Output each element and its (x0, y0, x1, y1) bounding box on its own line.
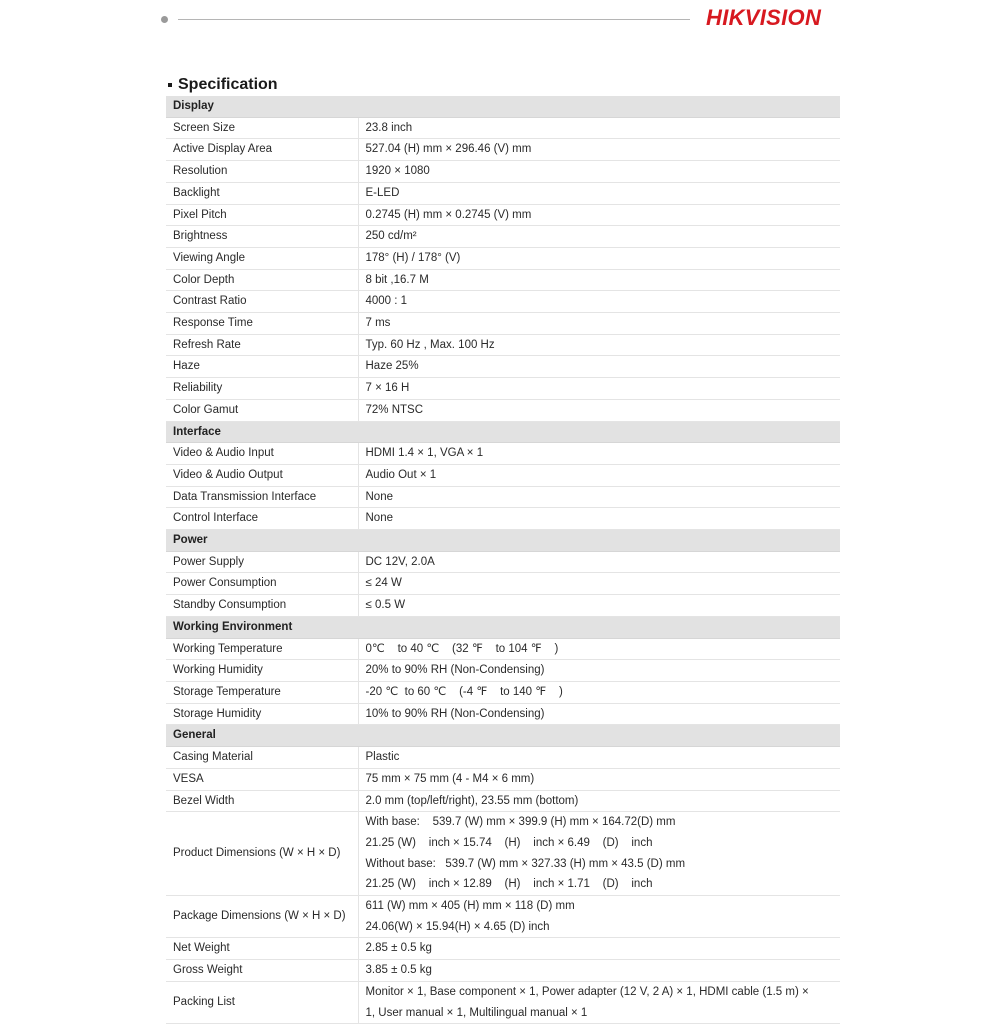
table-row-packing-list: Packing List Monitor × 1, Base component × 1, Power adapter (12 V, 2 A) × 1, HDMI cable (1.5 m) × 1, User manual × 1, Multilingual manual × 1 (166, 981, 840, 1023)
table-row: Haze Haze 25% (166, 356, 840, 378)
table-row: Power Supply DC 12V, 2.0A (166, 551, 840, 573)
category-row-interface: Interface (166, 421, 840, 443)
product-dim-line: 21.25 (W) inch × 12.89 (H) inch × 1.71 (D) inch (365, 878, 653, 891)
table-row: Working Humidity 20% to 90% RH (Non-Condensing) (166, 660, 840, 682)
table-row: Refresh Rate Typ. 60 Hz , Max. 100 Hz (166, 334, 840, 356)
table-row-package-dimensions: Package Dimensions (W × H × D) 611 (W) mm × 405 (H) mm × 118 (D) mm 24.06(W) × 15.94(H) × 4.65 (D) inch (166, 896, 840, 938)
table-row: Brightness 250 cd/m² (166, 226, 840, 248)
product-dim-line: 21.25 (W) inch × 15.74 (H) inch × 6.49 (D) inch (365, 836, 653, 849)
table-row: Active Display Area 527.04 (H) mm × 296.46 (V) mm (166, 139, 840, 161)
table-row: Gross Weight 3.85 ± 0.5 kg (166, 960, 840, 982)
table-row: Video & Audio Input HDMI 1.4 × 1, VGA × 1 (166, 443, 840, 465)
table-row: Control Interface None (166, 508, 840, 530)
specification-table (166, 96, 840, 1024)
hikvision-logo: HIKVISION (706, 5, 822, 30)
bullet-icon (168, 83, 172, 87)
category-row-general: General (166, 725, 840, 747)
table-row: Resolution 1920 × 1080 (166, 161, 840, 183)
table-row: Backlight E-LED (166, 182, 840, 204)
table-row: Data Transmission Interface None (166, 486, 840, 508)
table-row: Contrast Ratio 4000 : 1 (166, 291, 840, 313)
packing-list-line: 1, User manual × 1, Multilingual manual × 1 (365, 1006, 588, 1019)
header-dot (161, 16, 168, 23)
table-row: Viewing Angle 178° (H) / 178° (V) (166, 247, 840, 269)
page-title-text: Specification (178, 76, 278, 93)
table-row: Video & Audio Output Audio Out × 1 (166, 464, 840, 486)
page-title (168, 76, 278, 94)
table-row: Net Weight 2.85 ± 0.5 kg (166, 938, 840, 960)
table-row: Pixel Pitch 0.2745 (H) mm × 0.2745 (V) mm (166, 204, 840, 226)
table-row: VESA 75 mm × 75 mm (4 - M4 × 6 mm) (166, 768, 840, 790)
category-row-power: Power (166, 530, 840, 552)
product-dim-line: With base: 539.7 (W) mm × 399.9 (H) mm × 164.72(D) mm (365, 816, 676, 829)
table-row: Color Depth 8 bit ,16.7 M (166, 269, 840, 291)
table-row: Standby Consumption ≤ 0.5 W (166, 595, 840, 617)
packing-list-line: Monitor × 1, Base component × 1, Power adapter (12 V, 2 A) × 1, HDMI cable (1.5 m) × (365, 985, 809, 998)
package-dim-line: 611 (W) mm × 405 (H) mm × 118 (D) mm (365, 900, 575, 913)
table-row-product-dimensions: Product Dimensions (W × H × D) With base: 539.7 (W) mm × 399.9 (H) mm × 164.72(D) mm 21.25 (W) inch × 15.74 (H) inch × 6.49 (D) inch Without base: 539.7 (W) mm × 327.33 (H) mm × 43.5 (D) mm 21.25 (W) inch × 12.89 (H) inch × 1.71 (D) inch (166, 812, 840, 896)
product-dim-line: Without base: 539.7 (W) mm × 327.33 (H) mm × 43.5 (D) mm (365, 857, 686, 870)
table-row: Color Gamut 72% NTSC (166, 399, 840, 421)
table-row: Storage Temperature -20 ℃ to 60 ℃ (-4 ℉ to 140 ℉ ) (166, 681, 840, 703)
category-row-display: Display (166, 96, 840, 117)
category-row-working-environment: Working Environment (166, 616, 840, 638)
table-row: Working Temperature 0℃ to 40 ℃ (32 ℉ to 104 ℉ ) (166, 638, 840, 660)
table-row: Storage Humidity 10% to 90% RH (Non-Condensing) (166, 703, 840, 725)
table-row: Reliability 7 × 16 H (166, 378, 840, 400)
table-row: Screen Size 23.8 inch (166, 117, 840, 139)
header-divider (178, 19, 690, 20)
table-row: Bezel Width 2.0 mm (top/left/right), 23.55 mm (bottom) (166, 790, 840, 812)
table-row: Casing Material Plastic (166, 747, 840, 769)
table-row: Response Time 7 ms (166, 313, 840, 335)
package-dim-line: 24.06(W) × 15.94(H) × 4.65 (D) inch (365, 920, 550, 933)
table-row: Power Consumption ≤ 24 W (166, 573, 840, 595)
